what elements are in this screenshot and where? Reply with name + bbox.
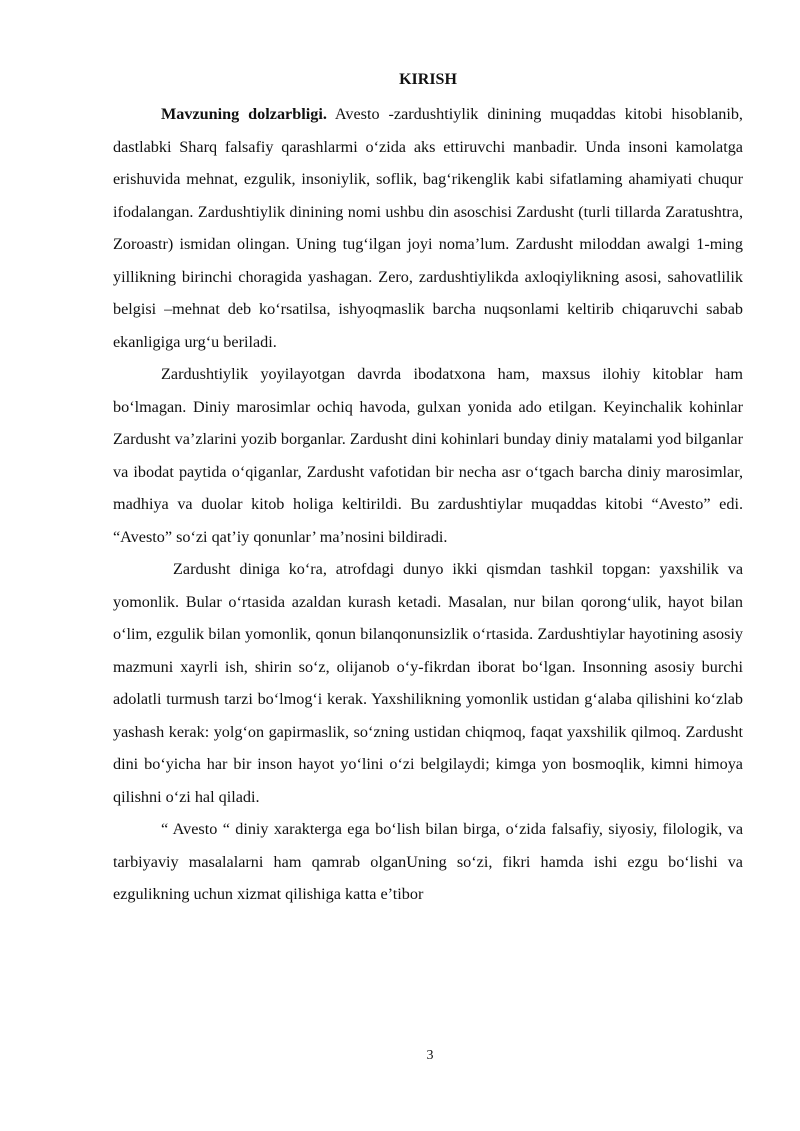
section-title: KIRISH [399, 71, 457, 88]
paragraph-lead: Mavzuning dolzarbligi. [161, 105, 327, 123]
page-number: 3 [426, 1048, 434, 1063]
paragraph-text: Avesto -zardushtiylik dinining muqaddas kitobi hisoblanib, dastlabki Sharq falsafiy qarashlarmi o‘zida aks ettiruvchi manbadir. Unda insoni kamolatga erishuvida mehnat, ezgulik, insoniylik, soflik, bag‘rikenglik kabi sifatlaming ahamiyati chuqur ifodalangan. Zardushtiylik dinining nomi ushbu din asoschisi Zardusht (turli tillarda Zaratushtra, Zoroastr) ismidan olingan. Uning tug‘ilgan joyi noma’lum. Zardusht miloddan awalgi 1-ming yillikning birinchi choragida yashagan. Zero, zardushtiylikda axloqiylikning asosi, sahovatlilik belgisi –mehnat deb ko‘rsatilsa, ishyoqmaslik barcha nuqsonlami keltirib chiqaruvchi sabab ekanligiga urg‘u beriladi. [113, 105, 743, 351]
paragraph-spread: Zardushtiylik yoyilayotgan davrda ibodatxona ham, maxsus ilohiy kitoblar ham bo‘lmagan. Diniy marosimlar ochiq havoda, gulxan yonida ado etilgan. Keyinchalik kohinlar Zardusht va’zlarini yozib borganlar. Zardusht dini kohinlari bunday diniy matalami yod bilganlar va ibodat paytida o‘qiganlar, Zardusht vafotidan bir necha asr o‘tgach barcha diniy marosimlar, madhiya va duolar kitob holiga keltirildi. Bu zardushtiylar muqaddas kitobi “Avesto” edi. “Avesto” so‘zi qat’iy qonunlar’ ma’nosini bildiradi. [113, 365, 743, 546]
paragraph-dualism: Zardusht diniga ko‘ra, atrofdagi dunyo ikki qismdan tashkil topgan: yaxshilik va yomonlik. Bular o‘rtasida azaldan kurash ketadi. Masalan, nur bilan qorong‘ulik, hayot bilan o‘lim, ezgulik bilan yomonlik, qonun bilanqonunsizlik o‘rtasida. Zardushtiylar hayotining asosiy mazmuni xayrli ish, shirin so‘z, olijanob o‘y-fikrdan iborat bo‘lgan. Insonning asosiy burchi adolatli turmush tarzi bo‘lmog‘i kerak. Yaxshilikning yomonlik ustidan g‘alaba qilishini ko‘zlab yashash kerak: yolg‘on gapirmaslik, so‘zning ustidan chiqmoq, faqat yaxshilik qilmoq. Zardusht dini bo‘yicha har bir inson hayot yo‘lini o‘zi belgilaydi; kimga yon bosmoqlik, kimni himoya qilishni o‘zi hal qiladi. [113, 560, 743, 806]
document-page [113, 70, 743, 911]
paragraph-relevance [113, 98, 743, 358]
paragraph-avesto: “ Avesto “ diniy xarakterga ega bo‘lish bilan birga, o‘zida falsafiy, siyosiy, filologik, va tarbiyaviy masalalarni ham qamrab olganUning so‘zi, fikri hamda ishi ezgu bo‘lishi va ezgulikning uchun xizmat qilishiga katta e’tibor [113, 820, 743, 903]
